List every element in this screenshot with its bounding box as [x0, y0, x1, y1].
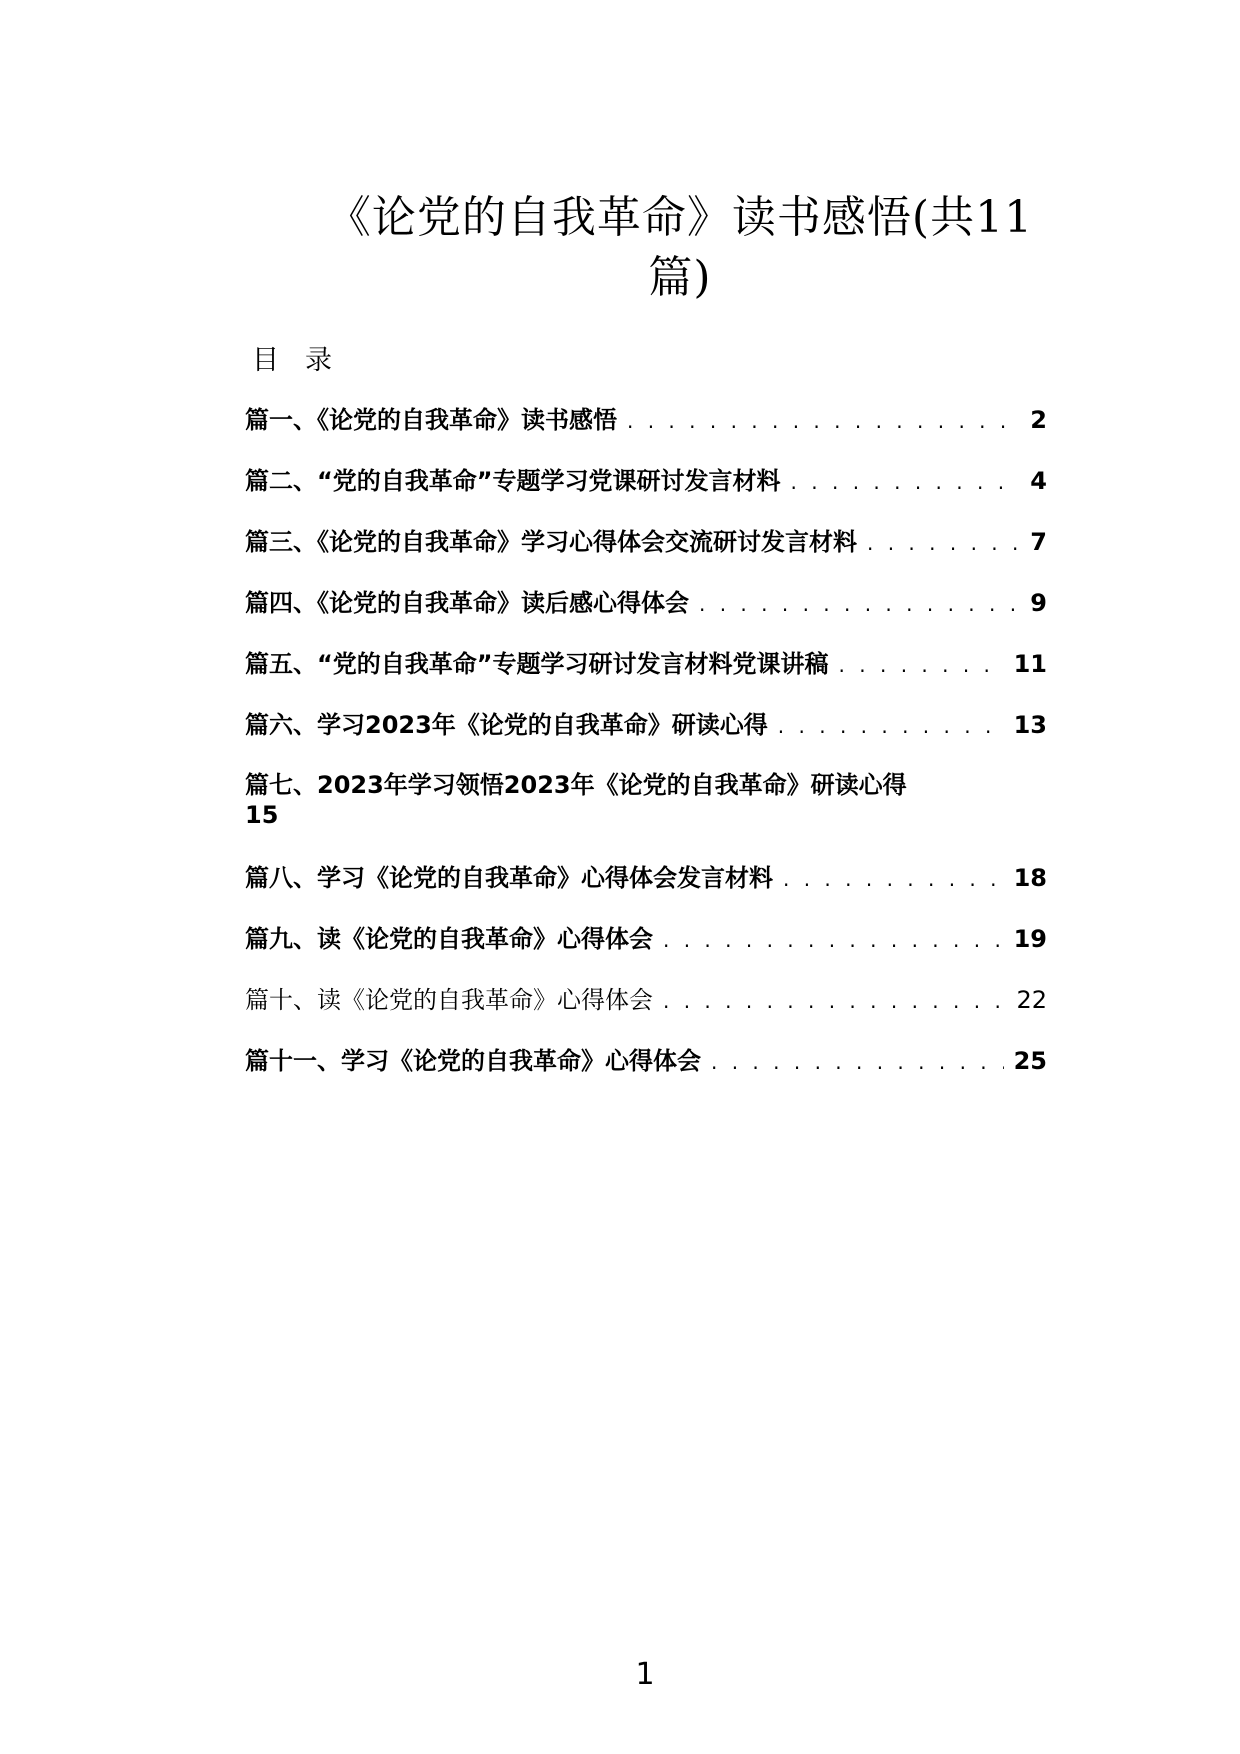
toc-leader-dots [867, 525, 1020, 561]
toc-entry-page: 25 [1013, 1047, 1047, 1075]
page-number: 1 [635, 1657, 655, 1692]
toc-leader-dots [711, 1044, 1004, 1080]
toc-entry-title: 篇九、读《论党的自我革命》心得体会 [245, 925, 653, 953]
toc-leader-dots [627, 403, 1020, 439]
toc-leader-dots [778, 708, 1004, 744]
toc-entry[interactable] [245, 982, 1047, 1043]
toc-entry-page: 11 [1013, 650, 1047, 678]
toc-entry-page: 4 [1030, 467, 1047, 495]
toc-entry[interactable] [245, 402, 1047, 463]
toc-entry[interactable] [245, 1043, 1047, 1104]
toc-entry-title: 篇七、2023年学习领悟2023年《论党的自我革命》研读心得 [245, 771, 907, 799]
document-title: 《论党的自我革命》读书感悟(共11篇) [326, 192, 1034, 303]
toc-entry-page: 13 [1013, 711, 1047, 739]
toc-entry-page: 2 [1030, 406, 1047, 434]
toc-entry-title: 篇十一、学习《论党的自我革命》心得体会 [245, 1047, 701, 1075]
toc-entry[interactable] [245, 860, 1047, 921]
toc-entry-page: 18 [1013, 864, 1047, 892]
toc-leader-dots [663, 922, 1004, 958]
toc-entry-title: 篇五、“党的自我革命”专题学习研讨发言材料党课讲稿 [245, 650, 829, 678]
toc-entry-page: 7 [1030, 528, 1047, 556]
toc-heading: 目录 [252, 345, 358, 376]
toc-entry-title: 篇十、读《论党的自我革命》心得体会 [245, 986, 653, 1014]
toc-entry-title: 篇二、“党的自我革命”专题学习党课研讨发言材料 [245, 467, 781, 495]
toc-leader-dots [791, 464, 1021, 500]
toc-entry[interactable] [245, 768, 1047, 860]
toc-entry[interactable] [245, 707, 1047, 768]
toc-entry-title: 篇八、学习《论党的自我革命》心得体会发言材料 [245, 864, 773, 892]
toc-entry-title: 篇四、《论党的自我革命》读后感心得体会 [245, 589, 689, 617]
toc-leader-dots [663, 983, 1006, 1019]
toc-entry[interactable] [245, 463, 1047, 524]
toc-entry-title: 篇一、《论党的自我革命》读书感悟 [245, 406, 617, 434]
table-of-contents [245, 402, 1047, 1104]
toc-entry[interactable] [245, 524, 1047, 585]
toc-entry[interactable] [245, 921, 1047, 982]
toc-entry-title: 篇三、《论党的自我革命》学习心得体会交流研讨发言材料 [245, 528, 857, 556]
toc-entry-page: 9 [1030, 589, 1047, 617]
toc-leader-dots [839, 647, 1004, 683]
toc-leader-dots [699, 586, 1020, 622]
toc-entry[interactable] [245, 646, 1047, 707]
toc-entry[interactable] [245, 585, 1047, 646]
toc-entry-page: 22 [1016, 986, 1047, 1014]
toc-leader-dots [783, 861, 1004, 897]
toc-entry-page: 19 [1013, 925, 1047, 953]
toc-entry-title: 篇六、学习2023年《论党的自我革命》研读心得 [245, 711, 768, 739]
toc-entry-page: 15 [245, 801, 279, 829]
